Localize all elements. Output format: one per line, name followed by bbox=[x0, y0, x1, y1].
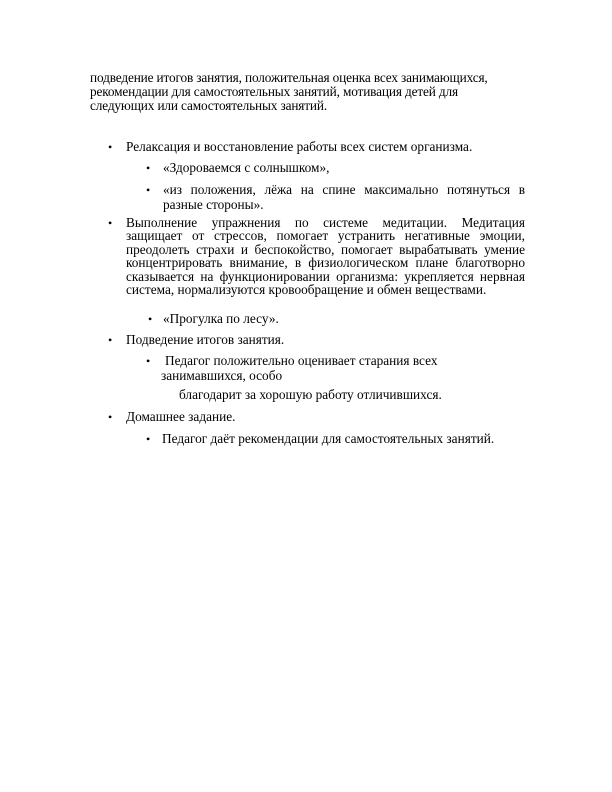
sub-item-greet-sun: «Здороваемся с солнышком», bbox=[163, 160, 330, 175]
bullet-icon: • bbox=[146, 432, 151, 446]
bullet-icon: • bbox=[108, 216, 113, 230]
bullet-icon: • bbox=[108, 333, 113, 347]
intro-line-2: рекомендации для самостоятельных занятий, мотивация детей для bbox=[90, 84, 458, 99]
sub-item-forest-walk: «Прогулка по лесу». bbox=[163, 311, 279, 326]
sub-item-stretch: «из положения, лёжа на спине максимально потянуться в разные стороны». bbox=[163, 182, 525, 212]
sub-item-recommendations: Педагог даёт рекомендации для самостоятельных занятий. bbox=[162, 431, 495, 446]
bullet-icon: • bbox=[108, 140, 113, 154]
list-item-relaxation: Релаксация и восстановление работы всех систем организма. bbox=[126, 139, 473, 154]
bullet-icon: • bbox=[108, 410, 113, 424]
sub-item-continuation: благодарит за хорошую работу отличившихся. bbox=[179, 387, 442, 402]
list-item-homework: Домашнее задание. bbox=[126, 409, 236, 424]
bullet-icon: • bbox=[146, 183, 151, 197]
bullet-icon: • bbox=[146, 161, 151, 175]
intro-line-3: следующих или самостоятельных занятий. bbox=[90, 98, 328, 113]
list-item-summary: Подведение итогов занятия. bbox=[126, 332, 285, 347]
intro-paragraph bbox=[90, 71, 530, 113]
bullet-icon: • bbox=[148, 312, 153, 326]
bullet-icon: • bbox=[146, 354, 151, 368]
list-item-meditation: Выполнение упражнения по системе медитации. Медитация защищает от стрессов, помогает устранить негативные эмоции, преодолеть страхи и беспокойство, помогает вырабатывать умение концентрировать внимание, в физиологическом плане благотворно сказывается на функционировании организма: укрепляется нервная система, нормализуются кровообращение и обмен веществами. bbox=[126, 215, 525, 298]
intro-line-1: подведение итогов занятия, положительная оценка всех занимающихся, bbox=[90, 70, 488, 85]
sub-item-teacher-praise: Педагог положительно оценивает старания всех занимавшихся, особо bbox=[161, 353, 438, 383]
